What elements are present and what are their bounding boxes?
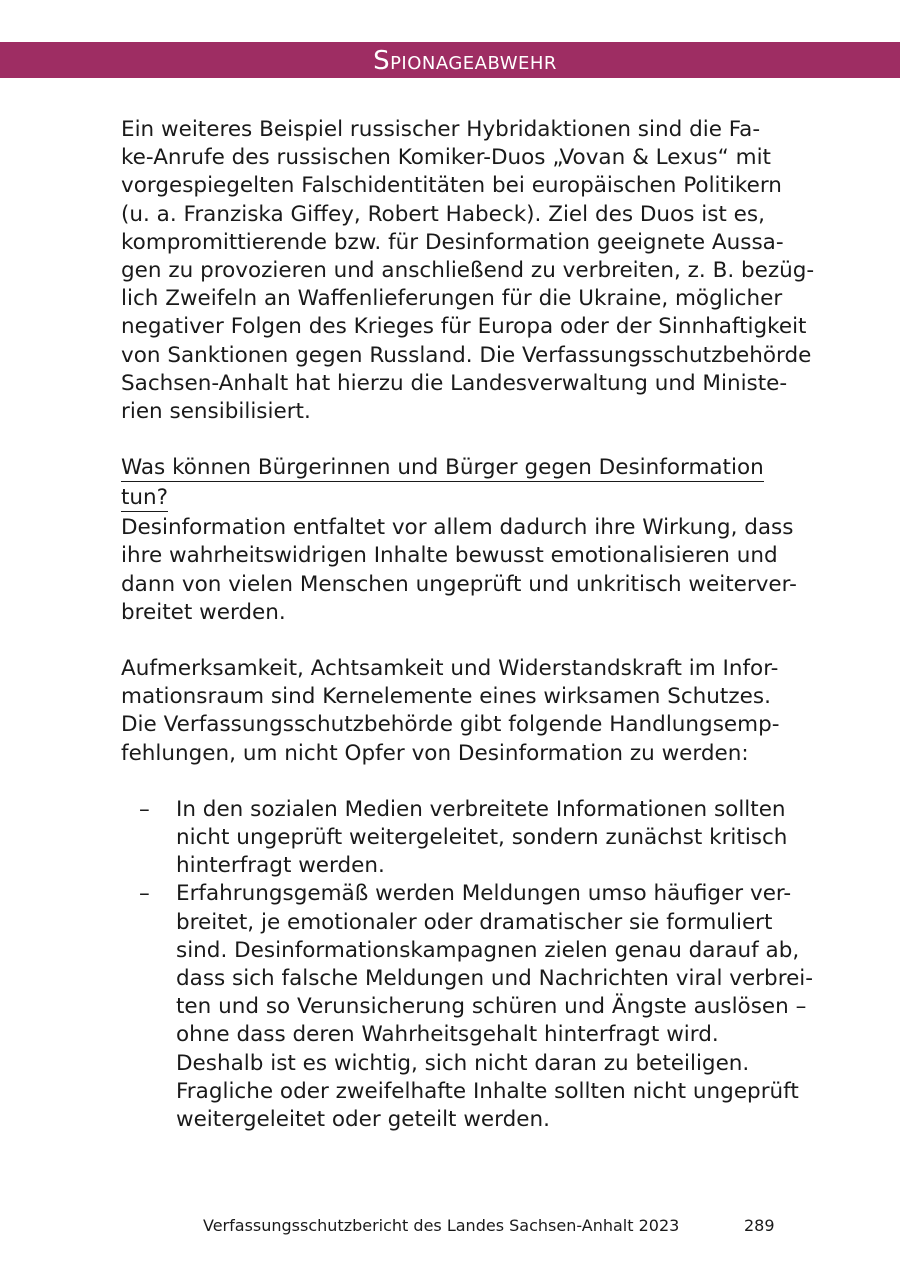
text-line: ten und so Verunsicherung schüren und Ängste auslösen – [176, 994, 807, 1020]
list-item [121, 796, 788, 881]
text-line: Die Verfassungsschutzbehörde gibt folgende Handlungsemp- [121, 712, 780, 738]
dash-bullet-icon: – [139, 796, 150, 822]
text-line: nicht ungeprüft weitergeleitet, sondern zunächst kritisch [176, 825, 788, 851]
text-line: Deshalb ist es wichtig, sich nicht daran zu beteiligen. [176, 1050, 750, 1076]
list-item [121, 880, 814, 1134]
text-line: fehlungen, um nicht Opfer von Desinformation zu werden: [121, 740, 749, 766]
footer-publication-title: Verfassungsschutzbericht des Landes Sachsen-Anhalt 2023 [203, 1216, 680, 1235]
paragraph-spacer [121, 426, 781, 454]
question-heading [121, 454, 781, 514]
text-line: rien sensibilisiert. [121, 399, 311, 425]
text-line: Ein weiteres Beispiel russischer Hybridaktionen sind die Fa- [121, 117, 761, 142]
text-line: Desinformation entfaltet vor allem dadurch ihre Wirkung, dass [121, 515, 794, 541]
text-line: lich Zweifeln an Waffenlieferungen für die Ukraine, möglicher [121, 286, 783, 312]
question-heading-line-1: Was können Bürgerinnen und Bürger gegen Desinformation [121, 455, 764, 481]
page-number: 289 [744, 1216, 775, 1235]
body-paragraph-1 [121, 116, 815, 426]
text-line: mationsraum sind Kernelemente eines wirksamen Schutzes. [121, 684, 771, 710]
text-line: ohne dass deren Wahrheitsgehalt hinterfragt wird. [176, 1022, 719, 1048]
text-line: Aufmerksamkeit, Achtsamkeit und Widerstandskraft im Infor- [121, 656, 779, 682]
text-line: Fragliche oder zweifelhafte Inhalte sollten nicht ungeprüft [176, 1078, 799, 1104]
dash-bullet-icon: – [139, 881, 150, 907]
paragraph-spacer [121, 627, 781, 655]
section-title: Spionageabwehr [373, 46, 557, 76]
text-line: hinterfragt werden. [176, 853, 385, 879]
text-line: dann von vielen Menschen ungeprüft und unkritisch weiterver- [121, 571, 797, 597]
text-line: ke-Anrufe des russischen Komiker-Duos „Vovan & Lexus“ mit [121, 145, 771, 171]
text-line: von Sanktionen gegen Russland. Die Verfassungsschutzbehörde [121, 342, 812, 368]
text-line: (u. a. Franziska Giffey, Robert Habeck). Ziel des Duos ist es, [121, 201, 765, 227]
text-line: weitergeleitet oder geteilt werden. [176, 1107, 550, 1133]
text-line: vorgespiegelten Falschidentitäten bei europäischen Politikern [121, 173, 782, 199]
paragraph-spacer [121, 768, 781, 796]
text-line: Sachsen-Anhalt hat hierzu die Landesverwaltung und Ministe- [121, 370, 788, 396]
body-paragraph-3 [121, 655, 781, 768]
page-content [121, 116, 815, 1134]
text-line: sind. Desinformationskampagnen zielen genau darauf ab, [176, 937, 800, 963]
text-line: negativer Folgen des Krieges für Europa oder der Sinnhaftigkeit [121, 314, 807, 340]
body-paragraph-2 [121, 514, 797, 627]
text-line: In den sozialen Medien verbreitete Informationen sollten [176, 796, 786, 822]
text-line: breitet werden. [121, 599, 286, 625]
text-line: dass sich falsche Meldungen und Nachrichten viral verbrei- [176, 966, 814, 992]
text-line: breitet, je emotionaler oder dramatischer sie formuliert [176, 909, 773, 935]
text-line: kompromittierende bzw. für Desinformation geeignete Aussa- [121, 229, 784, 255]
text-line: Erfahrungsgemäß werden Meldungen umso häufiger ver- [176, 881, 792, 907]
text-line: gen zu provozieren und anschließend zu verbreiten, z. B. bezüg- [121, 258, 815, 284]
question-heading-line-2: tun? [121, 485, 169, 511]
recommendation-list [121, 796, 814, 1134]
text-line: ihre wahrheitswidrigen Inhalte bewusst emotionalisieren und [121, 543, 778, 569]
